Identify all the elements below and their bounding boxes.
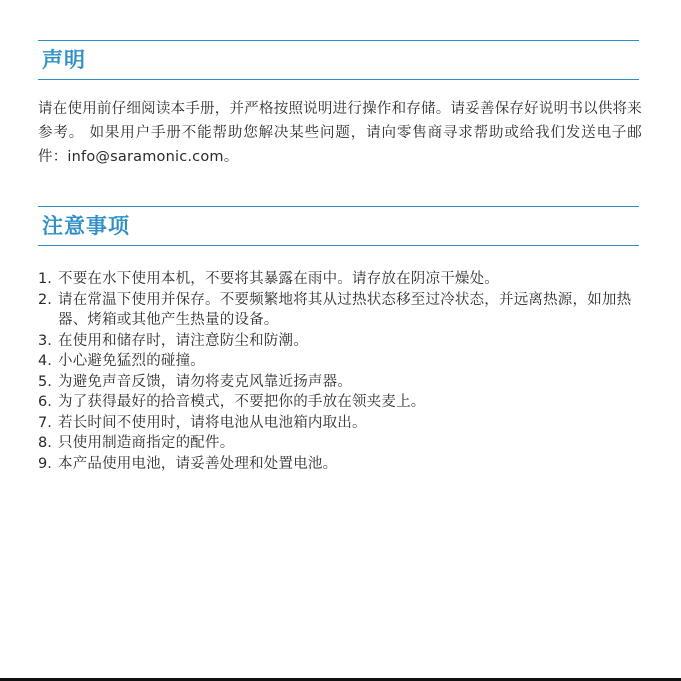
list-item	[38, 290, 642, 331]
list-item	[38, 454, 642, 475]
list-item-text: 若长时间不使用时，请将电池从电池箱内取出。	[58, 414, 367, 431]
list-item-text: 只使用制造商指定的配件。	[58, 435, 235, 451]
declaration-heading: 声明	[42, 48, 86, 72]
notes-list	[38, 269, 642, 474]
declaration-body: 请在使用前仔细阅读本手册，并严格按照说明进行操作和存储。请妥善保存好说明书以供将来参考。 如果用户手册不能帮助您解决某些问题，请向零售商寻求帮助或给我们发送电子邮件：	[38, 101, 642, 165]
declaration-paragraph	[38, 97, 642, 169]
list-item-number: 6.	[38, 394, 52, 410]
notes-bottom-rule	[38, 245, 639, 246]
list-item-number: 8.	[38, 435, 52, 451]
list-item-text: 在使用和储存时，请注意防尘和防潮。	[58, 332, 308, 349]
declaration-body-end: 。	[223, 149, 239, 165]
list-item-text: 本产品使用电池，请妥善处理和处置电池。	[58, 455, 338, 472]
declaration-bottom-rule	[38, 79, 639, 80]
list-item-text: 小心避免猛烈的碰撞。	[58, 353, 205, 369]
list-item-text: 不要在水下使用本机，不要将其暴露在雨中。请存放在阴凉干燥处。	[58, 271, 499, 287]
list-item-number: 7.	[38, 414, 52, 431]
list-item-number: 9.	[38, 455, 52, 472]
list-item	[38, 331, 642, 352]
list-item-number: 5.	[38, 373, 52, 390]
list-item-text: 请在常温下使用并保存。不要频繁地将其从过热状态移至过冷状态，并远离热源，如加热器、烤箱或其他产生热量的设备。	[58, 291, 632, 328]
notes-heading: 注意事项	[42, 214, 130, 238]
declaration-top-rule	[38, 40, 639, 41]
list-item-text: 为避免声音反馈，请勿将麦克风靠近扬声器。	[58, 373, 352, 390]
support-email: info@saramonic.com	[67, 149, 224, 165]
list-item	[38, 433, 642, 454]
list-item-number: 4.	[38, 353, 52, 369]
list-item	[38, 413, 642, 434]
list-item-number: 1.	[38, 271, 52, 287]
list-item-number: 2.	[38, 291, 52, 308]
list-item	[38, 351, 642, 372]
list-item	[38, 392, 642, 413]
list-item	[38, 269, 642, 290]
list-item-text: 为了获得最好的拾音模式，不要把你的手放在领夹麦上。	[58, 394, 426, 410]
notes-top-rule	[38, 206, 639, 207]
list-item-number: 3.	[38, 332, 52, 349]
list-item	[38, 372, 642, 393]
